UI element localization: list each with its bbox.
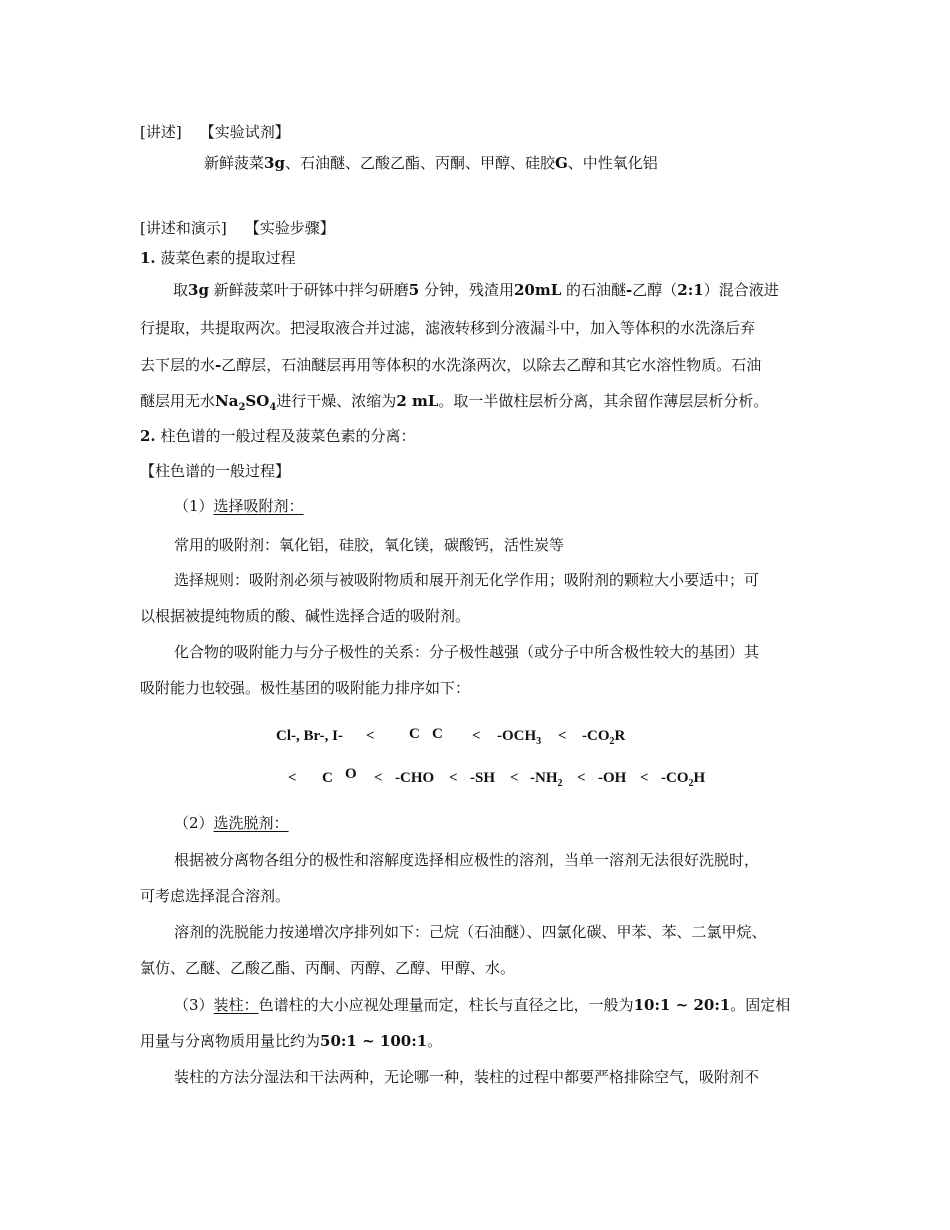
reagents-list: 新鲜菠菜3g、石油醚、乙酸乙酯、丙酮、甲醇、硅胶G、中性氧化铝 xyxy=(204,154,658,172)
paragraph-solvents-line-1: 溶剂的洗脱能力按递增次序排列如下：己烷（石油醚）、四氯化碳、甲苯、苯、二氯甲烷、 xyxy=(174,923,767,941)
paragraph-extraction-line-4: 醚层用无水$Na_2SO_4$进行干燥、浓缩为2 mL。取一半做柱层析分离，其余留作薄层层析分析。 xyxy=(140,392,769,413)
substep-1-heading: （1）选择吸附剂： xyxy=(174,497,304,515)
paragraph-rules-line-1: 选择规则：吸附剂必须与被吸附物质和展开剂无化学作用；吸附剂的颗粒大小要适中；可 xyxy=(174,571,760,589)
substep-3-line-1: （3）装柱：色谱柱的大小应视处理量而定，柱长与直径之比，一般为10:1 ~ 20:1。固定相 xyxy=(174,996,791,1014)
paragraph-extraction-line-1: 取3g 新鲜菠菜叶于研钵中拌匀研磨5 分钟，残渣用20mL 的石油醚-乙醇（2:1）混合液进 xyxy=(173,281,779,299)
section-reagents-header xyxy=(140,122,290,142)
document-page: [讲述] 【实验试剂】 新鲜菠菜3g、石油醚、乙酸乙酯、丙酮、甲醇、硅胶G、中性氧化铝 [讲述和演示] 【实验步骤】 1. 菠菜色素的提取过程 取3g 新鲜菠菜叶于研钵中拌匀研磨5 分钟，残渣用20mL 的石油醚-乙醇（2:1）混合液进 行提取，共提取两次。把浸取液合并过滤，滤液转移到分液漏斗中，加入等体积的水洗涤后弃 去下层的水-乙醇层，石油醚层再用等体积的水洗涤两次，以除去乙醇和其它水溶性物质。石油 醚层用无水$Na_2SO_4$进行干燥、浓缩为2 mL。取一半做柱层析分离，其余留作薄层层析分析。 2. 柱色谱的一般过程及菠菜色素的分离： 【柱色谱的一般过程】 （1）选择吸附剂： 常用的吸附剂：氧化铝，硅胶，氧化镁，碳酸钙，活性炭等 选择规则：吸附剂必须与被吸附物质和展开剂无化学作用；吸附剂的颗粒大小要适中；可 以根据被提纯物质的酸、碱性选择合适的吸附剂。 化合物的吸附能力与分子极性的关系：分子极性越强（或分子中所含极性较大的基团）其 吸附能力也较强。极性基团的吸附能力排序如下： Cl-, Br-, I- < C C < $-OCH_3$ < $-CO_2R$ < C O < -CHO < -SH < $-NH_2$ < -OH < $-CO_2H$ （2）选洗脱剂： 根据被分离物各组分的极性和溶解度选择相应极性的溶剂，当单一溶剂无法很好洗脱时， 可考虑选择混合溶剂。 溶剂的洗脱能力按递增次序排列如下：己烷（石油醚）、四氯化碳、甲苯、苯、二氯甲烷、 氯仿、乙醚、乙酸乙酯、丙酮、丙醇、乙醇、甲醇、水。 （3）装柱：色谱柱的大小应视处理量而定，柱长与直径之比，一般为10:1 ~ 20:1。固定相 用量与分离物质用量比约为50:1 ~ 100:1。 装柱的方法分湿法和干法两种，无论哪一种，装柱的过程中都要严格排除空气，吸附剂不 xyxy=(140,123,791,1086)
section-heading: 【实验试剂】 xyxy=(199,123,290,141)
section-tag: [讲述] xyxy=(140,123,182,141)
paragraph-polarity-line-1: 化合物的吸附能力与分子极性的关系：分子极性越强（或分子中所含极性较大的基团）其 xyxy=(174,643,760,661)
section-tag: [讲述和演示] xyxy=(140,219,227,237)
substep-3-line-2: 用量与分离物质用量比约为50:1 ~ 100:1。 xyxy=(140,1032,443,1050)
paragraph-eluent-line-1: 根据被分离物各组分的极性和溶解度选择相应极性的溶剂，当单一溶剂无法很好洗脱时， xyxy=(174,851,760,869)
paragraph-rules-line-2: 以根据被提纯物质的酸、碱性选择合适的吸附剂。 xyxy=(140,607,471,625)
paragraph-extraction-line-2: 行提取，共提取两次。把浸取液合并过滤，滤液转移到分液漏斗中，加入等体积的水洗涤后弃 xyxy=(140,319,756,337)
section-heading: 【实验步骤】 xyxy=(244,219,335,237)
paragraph-extraction-line-3: 去下层的水-乙醇层，石油醚层再用等体积的水洗涤两次，以除去乙醇和其它水溶性物质。石油 xyxy=(140,356,762,374)
subsection-heading: 【柱色谱的一般过程】 xyxy=(140,462,291,480)
substep-2-heading: （2）选洗脱剂： xyxy=(174,814,289,832)
paragraph-solvents-line-2: 氯仿、乙醚、乙酸乙酯、丙酮、丙醇、乙醇、甲醇、水。 xyxy=(140,959,516,977)
paragraph-packing: 装柱的方法分湿法和干法两种，无论哪一种，装柱的过程中都要严格排除空气，吸附剂不 xyxy=(174,1068,760,1086)
paragraph-polarity-line-2: 吸附能力也较强。极性基团的吸附能力排序如下： xyxy=(140,679,471,697)
paragraph-adsorbents: 常用的吸附剂：氧化铝，硅胶，氧化镁，碳酸钙，活性炭等 xyxy=(174,536,565,554)
step-1-heading: 1. 菠菜色素的提取过程 xyxy=(140,249,296,267)
paragraph-eluent-line-2: 可考虑选择混合溶剂。 xyxy=(140,887,291,905)
section-procedure-header xyxy=(140,218,335,238)
step-2-heading: 2. 柱色谱的一般过程及菠菜色素的分离： xyxy=(140,427,416,445)
